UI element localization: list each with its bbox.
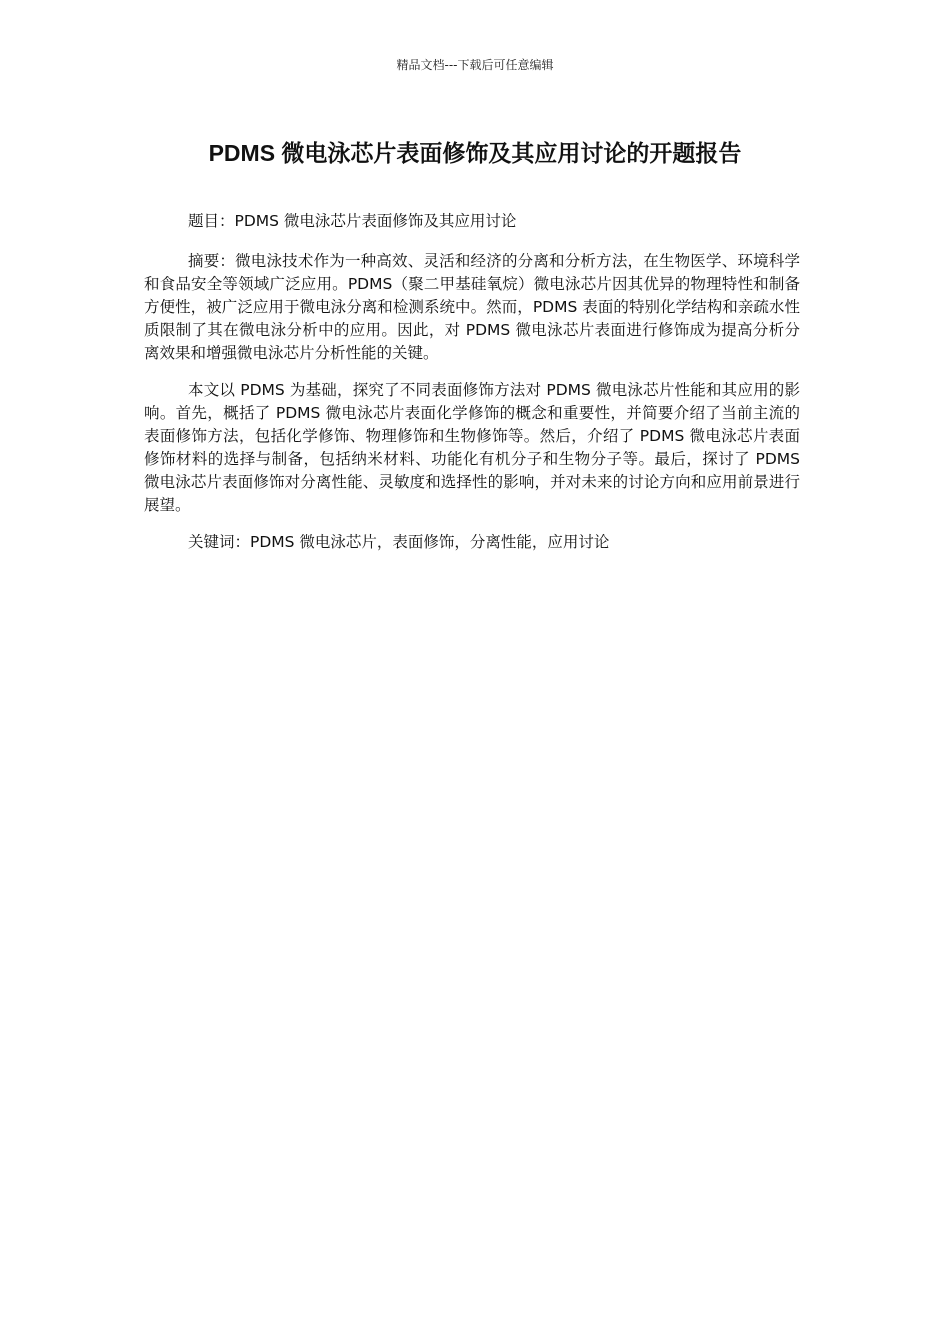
body-paragraph: 本文以 PDMS 为基础，探究了不同表面修饰方法对 PDMS 微电泳芯片性能和其应用的影响。首先，概括了 PDMS 微电泳芯片表面化学修饰的概念和重要性，并简要介绍了当前主流的表面修饰方法，包括化学修饰、物理修饰和生物修饰等。然后，介绍了 PDMS 微电泳芯片表面修饰材料的选择与制备，包括纳米材料、功能化有机分子和生物分子等。最后，探讨了 PDMS 微电泳芯片表面修饰对分离性能、灵敏度和选择性的影响，并对未来的讨论方向和应用前景进行展望。 (144, 381, 800, 514)
topic-paragraph: 题目：PDMS 微电泳芯片表面修饰及其应用讨论 (188, 212, 517, 230)
keywords-paragraph: 关键词：PDMS 微电泳芯片，表面修饰，分离性能，应用讨论 (188, 533, 610, 551)
abstract-paragraph: 摘要：微电泳技术作为一种高效、灵活和经济的分离和分析方法，在生物医学、环境科学和食品安全等领域广泛应用。PDMS（聚二甲基硅氧烷）微电泳芯片因其优异的物理特性和制备方便性，被广泛应用于微电泳分离和检测系统中。然而，PDMS 表面的特别化学结构和亲疏水性质限制了其在微电泳分析中的应用。因此，对 PDMS 微电泳芯片表面进行修饰成为提高分析分离效果和增强微电泳芯片分析性能的关键。 (144, 252, 800, 362)
document-body (144, 210, 800, 571)
document-title: PDMS 微电泳芯片表面修饰及其应用讨论的开题报告 (208, 140, 742, 166)
header-note: 精品文档---下载后可任意编辑 (396, 58, 554, 72)
